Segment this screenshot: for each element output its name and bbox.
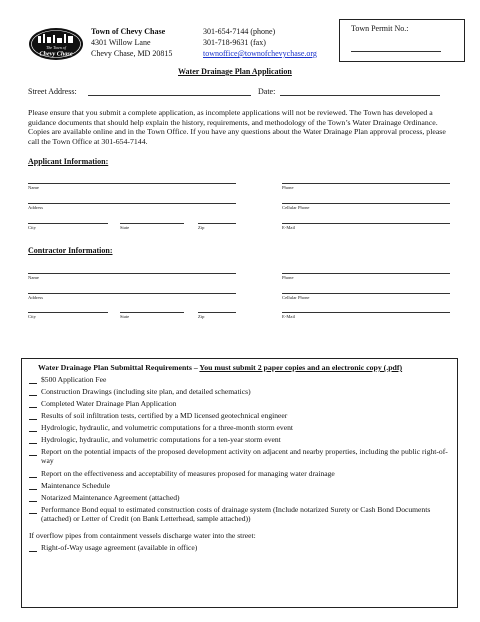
contractor-city-field[interactable] [28, 312, 108, 313]
checkbox-blank[interactable] [29, 407, 37, 408]
requirement-text: Performance Bond equal to estimated construction costs of drainage system (Include notarized Surety or Cash Bond Documents (attached) or Letter of Credit (on Bank Letterhead, sample attached)) [41, 505, 431, 523]
org-phone: 301-654-7144 (phone) [203, 27, 276, 36]
svg-text:The Town of: The Town of [46, 45, 66, 50]
checkbox-blank[interactable] [29, 395, 37, 396]
applicant-phone-field[interactable] [282, 183, 450, 184]
applicant-address-label: Address [28, 205, 44, 210]
requirement-text: Maintenance Schedule [41, 481, 110, 490]
checkbox-blank[interactable] [29, 501, 37, 502]
applicant-heading: Applicant Information: [28, 157, 109, 166]
org-address-line2: Chevy Chase, MD 20815 [91, 49, 173, 58]
requirement-text: Construction Drawings (including site plan, and detailed schematics) [41, 387, 251, 396]
checkbox-blank[interactable] [29, 455, 37, 456]
requirement-text: Report on the potential impacts of the proposed development activity on adjacent and nearby properties, including the public right-of-way [41, 447, 448, 465]
contractor-cell-field[interactable] [282, 293, 450, 294]
checkbox-blank[interactable] [29, 551, 37, 552]
requirement-text: Hydrologic, hydraulic, and volumetric computations for a ten-year storm event [41, 435, 281, 444]
requirement-text: $500 Application Fee [41, 375, 107, 384]
requirements-heading-emphasis: You must submit 2 paper copies and an electronic copy (.pdf) [199, 363, 403, 372]
contractor-cell-label: Cellular Phone [282, 295, 310, 300]
contractor-state-field[interactable] [120, 312, 184, 313]
intro-paragraph: Please ensure that you submit a complete application, as incomplete applications will not be reviewed. The Town has developed a guidance documents that should help explain the history, requirements, and methodology of the Town’s Water Drainage Ordinance. Copies are available online and in the Town Office. If you have any questions about the Water Drainage Plan approval process, please call the Town Office at 301-654-7144. [28, 108, 446, 146]
checkbox-blank[interactable] [29, 383, 37, 384]
contractor-name-field[interactable] [28, 273, 236, 274]
checkbox-blank[interactable] [29, 489, 37, 490]
town-logo-seal [28, 27, 84, 61]
town-logo [28, 27, 84, 61]
permit-number-label: Town Permit No.: [351, 24, 409, 33]
checkbox-blank[interactable] [29, 419, 37, 420]
submittal-requirements-box [21, 358, 458, 608]
org-email-link[interactable]: townoffice@townofchevychase.org [203, 49, 317, 58]
applicant-email-field[interactable] [282, 223, 450, 224]
requirement-text: Hydrologic, hydraulic, and volumetric computations for a three-month storm event [41, 423, 294, 432]
applicant-name-label: Name [28, 185, 39, 190]
contractor-phone-label: Phone [282, 275, 294, 280]
org-fax: 301-718-9631 (fax) [203, 38, 266, 47]
contractor-zip-field[interactable] [198, 312, 236, 313]
overflow-note: If overflow pipes from containment vessels discharge water into the street: [29, 531, 256, 540]
requirement-text: Report on the effectiveness and acceptability of measures proposed for managing water drainage [41, 469, 335, 478]
applicant-cell-label: Cellular Phone [282, 205, 310, 210]
contractor-email-label: E-Mail [282, 314, 296, 319]
org-name: Town of Chevy Chase [91, 27, 166, 36]
contractor-zip-label: Zip [198, 314, 205, 319]
contractor-state-label: State [120, 314, 130, 319]
checkbox-blank[interactable] [29, 431, 37, 432]
requirement-text: Notarized Maintenance Agreement (attached) [41, 493, 180, 502]
form-title: Water Drainage Plan Application [178, 67, 292, 76]
requirements-heading [38, 363, 402, 373]
applicant-address-field[interactable] [28, 203, 236, 204]
applicant-name-field[interactable] [28, 183, 236, 184]
applicant-cell-field[interactable] [282, 203, 450, 204]
applicant-city-label: City [28, 225, 36, 230]
checkbox-blank[interactable] [29, 477, 37, 478]
checkbox-blank[interactable] [29, 513, 37, 514]
requirement-text: Results of soil infiltration tests, certified by a MD licensed geotechnical engineer [41, 411, 288, 420]
applicant-zip-label: Zip [198, 225, 205, 230]
contractor-email-field[interactable] [282, 312, 450, 313]
applicant-email-label: E-Mail [282, 225, 296, 230]
contractor-heading: Contractor Information: [28, 246, 113, 255]
street-address-label: Street Address: [28, 87, 77, 96]
contractor-name-label: Name [28, 275, 39, 280]
permit-number-box [339, 19, 465, 62]
contractor-phone-field[interactable] [282, 273, 450, 274]
org-address-line1: 4301 Willow Lane [91, 38, 151, 47]
applicant-zip-field[interactable] [198, 223, 236, 224]
date-field[interactable] [280, 95, 440, 96]
date-label: Date: [258, 87, 276, 96]
street-address-field[interactable] [88, 95, 251, 96]
applicant-state-field[interactable] [120, 223, 184, 224]
svg-text:Chevy Chase: Chevy Chase [39, 50, 73, 58]
requirement-text: Completed Water Drainage Plan Application [41, 399, 177, 408]
contractor-address-label: Address [28, 295, 44, 300]
permit-number-field[interactable] [351, 51, 441, 52]
requirements-heading-main: Water Drainage Plan Submittal Requirements – [38, 363, 200, 372]
applicant-state-label: State [120, 225, 130, 230]
contractor-city-label: City [28, 314, 36, 319]
applicant-phone-label: Phone [282, 185, 294, 190]
contractor-address-field[interactable] [28, 293, 236, 294]
requirement-text: Right-of-Way usage agreement (available in office) [41, 543, 198, 552]
checkbox-blank[interactable] [29, 443, 37, 444]
applicant-city-field[interactable] [28, 223, 108, 224]
